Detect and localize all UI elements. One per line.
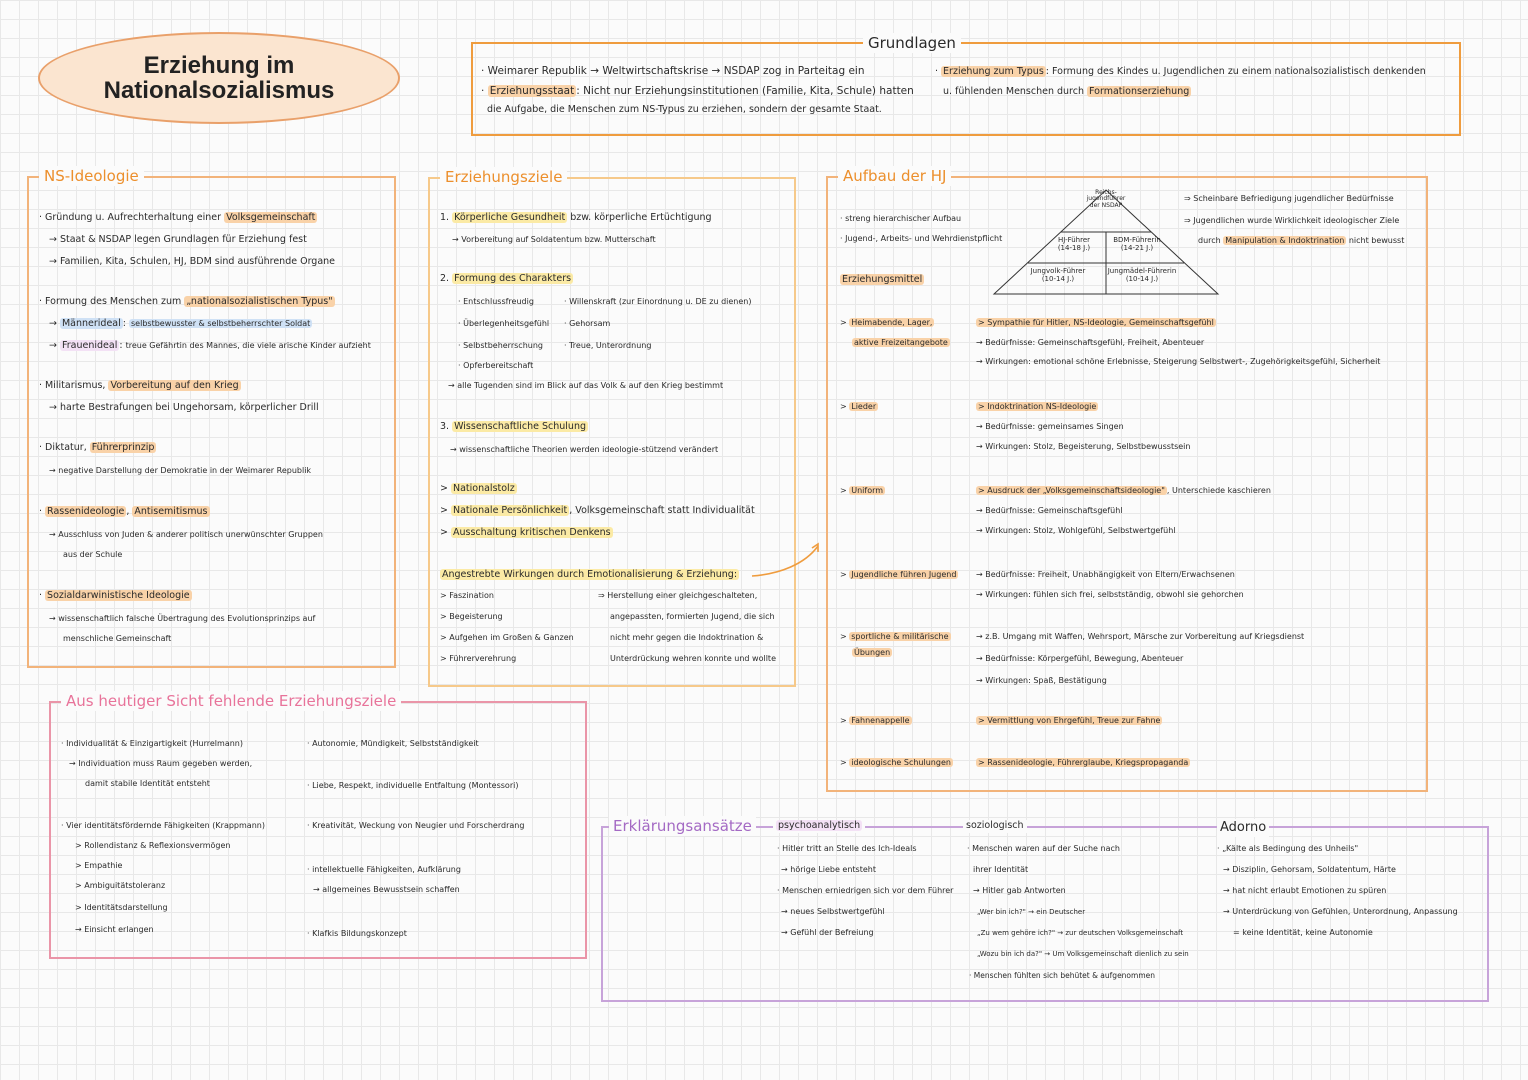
hj-line: → Wirkungen: fühlen sich frei, selbstständig, obwohl sie gehorchen <box>976 590 1244 599</box>
aufbau-hj-box <box>826 167 1428 792</box>
ns-line: · Diktatur, Führerprinzip <box>39 442 155 453</box>
erkl-line: · Menschen waren auf der Suche nach <box>967 844 1120 853</box>
grundlagen-line-1: · Weimarer Republik → Weltwirtschaftskrise → NSDAP zog in Parteitag ein <box>481 65 865 77</box>
ez-line: > Aufgehen im Großen & Ganzen <box>440 633 574 642</box>
erkl-line: · „Kälte als Bedingung des Unheils" <box>1217 844 1359 853</box>
hj-line: → Wirkungen: Spaß, Bestätigung <box>976 676 1107 685</box>
heute-line: > Empathie <box>75 861 123 870</box>
grundlagen-box <box>471 34 1461 136</box>
heute-line: > Ambiguitätstoleranz <box>75 881 166 890</box>
ns-line: → Familien, Kita, Schulen, HJ, BDM sind ausführende Organe <box>49 256 336 267</box>
ns-line: → harte Bestrafungen bei Ungehorsam, körperlicher Drill <box>49 402 319 413</box>
heute-line: damit stabile Identität entsteht <box>85 779 210 788</box>
heute-line: → allgemeines Bewusstsein schaffen <box>313 885 460 894</box>
heute-line: · Autonomie, Mündigkeit, Selbstständigkeit <box>307 739 479 748</box>
pyramid-bdm-fuehrerin: BDM-Führerin (14-21 J.) <box>1113 236 1161 253</box>
soziologisch-heading: soziologisch <box>963 820 1027 833</box>
hj-line: > Rassenideologie, Führerglaube, Kriegspropaganda <box>978 758 1189 767</box>
heute-line: > Rollendistanz & Reflexionsvermögen <box>75 841 231 850</box>
pyramid-top: Reichs- jugendführer der NSDAP <box>1086 189 1126 209</box>
pyramid-jungmaedel-fuehrerin: Jungmädel-Führerin (10-14 J.) <box>1107 267 1177 284</box>
erkl-line: · Menschen erniedrigen sich vor dem Führer <box>777 886 954 895</box>
ez-line: angepassten, formierten Jugend, die sich <box>610 612 775 621</box>
ez-line: · Treue, Unterordnung <box>564 341 652 350</box>
hj-line: → Bedürfnisse: gemeinsames Singen <box>976 422 1124 431</box>
hj-line: > sportliche & militärische <box>840 632 949 641</box>
ns-line: → Frauenideal : treue Gefährtin des Mannes, die viele arische Kinder aufzieht <box>49 340 371 351</box>
ez-line: > Faszination <box>440 591 494 600</box>
heutige-sicht-heading: Aus heutiger Sicht fehlende Erziehungsziele <box>61 691 401 711</box>
hj-line: → Bedürfnisse: Gemeinschaftsgefühl, Freiheit, Abenteuer <box>976 338 1205 347</box>
hj-line: → Wirkungen: Stolz, Begeisterung, Selbstbewusstsein <box>976 442 1191 451</box>
ns-line: → negative Darstellung der Demokratie in der Weimarer Republik <box>49 466 312 475</box>
ns-ideologie-box <box>27 167 396 668</box>
psychoanalytisch-heading: psychoanalytisch <box>773 820 865 833</box>
erkl-line: · Hitler tritt an Stelle des Ich-Ideals <box>777 844 917 853</box>
grundlagen-line-3: die Aufgabe, die Menschen zum NS-Typus zu erziehen, sondern der gesamte Staat. <box>487 104 882 115</box>
pyramid-hj-fuehrer: HJ-Führer (14-18 J.) <box>1057 236 1091 253</box>
ns-line: → Männerideal : selbstbewusster & selbstbeherrschter Soldat <box>49 318 311 329</box>
hj-line: · Jugend-, Arbeits- und Wehrdienstpflicht <box>840 234 1003 243</box>
pyramid-jungvolk-fuehrer: Jungvolk-Führer (10-14 J.) <box>1030 267 1086 284</box>
hj-line: → Wirkungen: emotional schöne Erlebnisse, Steigerung Selbstwert-, Zugehörigkeitsgefühl, Sicherheit <box>976 357 1381 366</box>
heutige-sicht-box <box>49 692 587 959</box>
hj-line: Übungen <box>854 648 891 657</box>
ez-line: > Nationale Persönlichkeit , Volksgemeinschaft statt Individualität <box>440 505 755 516</box>
title-line-2: Nationalsozialismus <box>103 77 335 104</box>
grundlagen-line-2: · Erziehungsstaat : Nicht nur Erziehungsinstitutionen (Familie, Kita, Schule) hatten <box>481 85 914 97</box>
erkl-line: → Gefühl der Befreiung <box>781 928 874 937</box>
heute-line: · Liebe, Respekt, individuelle Entfaltung (Montessori) <box>307 781 519 790</box>
ez-line: > Begeisterung <box>440 612 503 621</box>
erkl-line: → Hitler gab Antworten <box>973 886 1066 895</box>
ns-line: · Gründung u. Aufrechterhaltung einer Volksgemeinschaft <box>39 212 316 223</box>
hj-line: > Lieder <box>840 402 877 411</box>
aufbau-hj-heading: Aufbau der HJ <box>838 166 951 186</box>
connector-arrow <box>750 538 830 582</box>
ez-line: · Selbstbeherrschung <box>458 341 543 350</box>
heute-line: → Einsicht erlangen <box>75 925 154 934</box>
erkl-line: „Wer bin ich?" → ein Deutscher <box>977 908 1086 916</box>
ns-line: · Sozialdarwinistische Ideologie <box>39 590 190 601</box>
erziehungsmittel-heading: Erziehungsmittel <box>842 274 923 285</box>
hj-line: > Vermittlung von Ehrgefühl, Treue zur Fahne <box>978 716 1161 725</box>
erziehungsziele-box <box>428 168 796 687</box>
erkl-line: → Disziplin, Gehorsam, Soldatentum, Härte <box>1223 865 1396 874</box>
ns-line: · Militarismus, Vorbereitung auf den Krieg <box>39 380 239 391</box>
ez-line: 3. Wissenschaftliche Schulung <box>440 421 586 432</box>
erklaerungsansaetze-box <box>601 817 1489 1002</box>
erklaerungsansaetze-heading: Erklärungsansätze <box>609 816 756 836</box>
hj-line: → Bedürfnisse: Freiheit, Unabhängigkeit von Eltern/Erwachsenen <box>976 570 1235 579</box>
page-title <box>38 32 400 124</box>
heute-line: · Individualität & Einzigartigkeit (Hurrelmann) <box>61 739 243 748</box>
ez-line: > Ausschaltung kritischen Denkens <box>440 527 611 538</box>
hj-line: > Jugendliche führen Jugend <box>840 570 957 579</box>
hj-line: → Bedürfnisse: Gemeinschaftsgefühl <box>976 506 1123 515</box>
ns-ideologie-heading: NS-Ideologie <box>39 166 144 186</box>
adorno-heading: Adorno <box>1217 819 1269 837</box>
hj-line: > Uniform <box>840 486 884 495</box>
ns-line: → Staat & NSDAP legen Grundlagen für Erziehung fest <box>49 234 307 245</box>
hj-line: durch Manipulation & Indoktrination nicht bewusst <box>1198 236 1405 245</box>
ez-line: Angestrebte Wirkungen durch Emotionalisierung & Erziehung: <box>442 569 738 580</box>
ez-line: · Überlegenheitsgefühl <box>458 319 550 328</box>
ez-line: · Gehorsam <box>564 319 611 328</box>
heute-line: · Kreativität, Weckung von Neugier und Forscherdrang <box>307 821 525 830</box>
ez-line: > Nationalstolz <box>440 483 515 494</box>
hj-line: aktive Freizeitangebote <box>854 338 948 347</box>
heute-line: · Vier identitätsfördernde Fähigkeiten (Krappmann) <box>61 821 265 830</box>
erziehungsziele-heading: Erziehungsziele <box>440 167 567 187</box>
heute-line: > Identitätsdarstellung <box>75 903 168 912</box>
erkl-line: „Wozu bin ich da?" → Um Volksgemeinschaft dienlich zu sein <box>977 950 1189 958</box>
erkl-line: → hörige Liebe entsteht <box>781 865 876 874</box>
title-line-1: Erziehung im <box>143 51 295 79</box>
grundlagen-right-2: u. fühlenden Menschen durch Formationserziehung <box>943 86 1190 97</box>
ns-line: → wissenschaftlich falsche Übertragung des Evolutionsprinzips auf <box>49 614 316 623</box>
ez-line: → alle Tugenden sind im Blick auf das Volk & auf den Krieg bestimmt <box>448 381 724 390</box>
ns-line: · Rassenideologie , Antisemitismus <box>39 506 208 517</box>
hj-line: ⇒ Jugendlichen wurde Wirklichkeit ideologischer Ziele <box>1184 216 1400 225</box>
ez-line: · Entschlussfreudig <box>458 297 534 306</box>
hj-line: > Sympathie für Hitler, NS-Ideologie, Gemeinschaftsgefühl <box>978 318 1214 327</box>
erkl-line: → neues Selbstwertgefühl <box>781 907 885 916</box>
erkl-line: → Unterdrückung von Gefühlen, Unterordnung, Anpassung <box>1223 907 1458 916</box>
erkl-line: ihrer Identität <box>973 865 1029 874</box>
hj-line: > ideologische Schulungen <box>840 758 951 767</box>
erkl-line: „Zu wem gehöre ich?" → zur deutschen Volksgemeinschaft <box>977 929 1184 937</box>
ez-line: 1. Körperliche Gesundheit bzw. körperliche Ertüchtigung <box>440 212 712 223</box>
hj-line: · streng hierarchischer Aufbau <box>840 214 962 223</box>
grundlagen-heading: Grundlagen <box>863 33 961 53</box>
ez-line: Unterdrückung wehren konnte und wollte <box>610 654 776 663</box>
ez-line: → wissenschaftliche Theorien werden ideologie-stützend verändert <box>450 445 719 454</box>
heute-line: → Individuation muss Raum gegeben werden, <box>69 759 253 768</box>
hj-line: > Heimabende, Lager, <box>840 318 933 327</box>
hj-line: → z.B. Umgang mit Waffen, Wehrsport, Märsche zur Vorbereitung auf Kriegsdienst <box>976 632 1305 641</box>
erkl-line: → hat nicht erlaubt Emotionen zu spüren <box>1223 886 1387 895</box>
erkl-line: = keine Identität, keine Autonomie <box>1233 928 1373 937</box>
hj-line: > Indoktrination NS-Ideologie <box>978 402 1097 411</box>
heute-line: · Klafkis Bildungskonzept <box>307 929 407 938</box>
ez-line: nicht mehr gegen die Indoktrination & <box>610 633 764 642</box>
ez-line: ⇒ Herstellung einer gleichgeschalteten, <box>598 591 758 600</box>
ez-line: · Willenskraft (zur Einordnung u. DE zu dienen) <box>564 297 752 306</box>
ns-line: → Ausschluss von Juden & anderer politisch unerwünschter Gruppen <box>49 530 323 539</box>
hj-line: → Wirkungen: Stolz, Wohlgefühl, Selbstwertgefühl <box>976 526 1176 535</box>
ns-line: aus der Schule <box>63 550 123 559</box>
erkl-line: · Menschen fühlten sich behütet & aufgenommen <box>969 971 1155 980</box>
hj-line: > Ausdruck der „Volksgemeinschaftsideologie" , Unterschiede kaschieren <box>978 486 1271 495</box>
hj-line: > Fahnenappelle <box>840 716 910 725</box>
hj-line: ⇒ Scheinbare Befriedigung jugendlicher Bedürfnisse <box>1184 194 1394 203</box>
ns-line: menschliche Gemeinschaft <box>63 634 172 643</box>
ez-line: → Vorbereitung auf Soldatentum bzw. Mutterschaft <box>452 235 656 244</box>
heute-line: · intellektuelle Fähigkeiten, Aufklärung <box>307 865 461 874</box>
ez-line: > Führerverehrung <box>440 654 517 663</box>
ez-line: 2. Formung des Charakters <box>440 273 572 284</box>
ez-line: · Opferbereitschaft <box>458 361 534 370</box>
grundlagen-right-1: · Erziehung zum Typus : Formung des Kindes u. Jugendlichen zu einem nationalsozialistisch denkenden <box>935 66 1426 77</box>
ns-line: · Formung des Menschen zum „nationalsozialistischen Typus" <box>39 296 333 307</box>
hj-line: → Bedürfnisse: Körpergefühl, Bewegung, Abenteuer <box>976 654 1184 663</box>
